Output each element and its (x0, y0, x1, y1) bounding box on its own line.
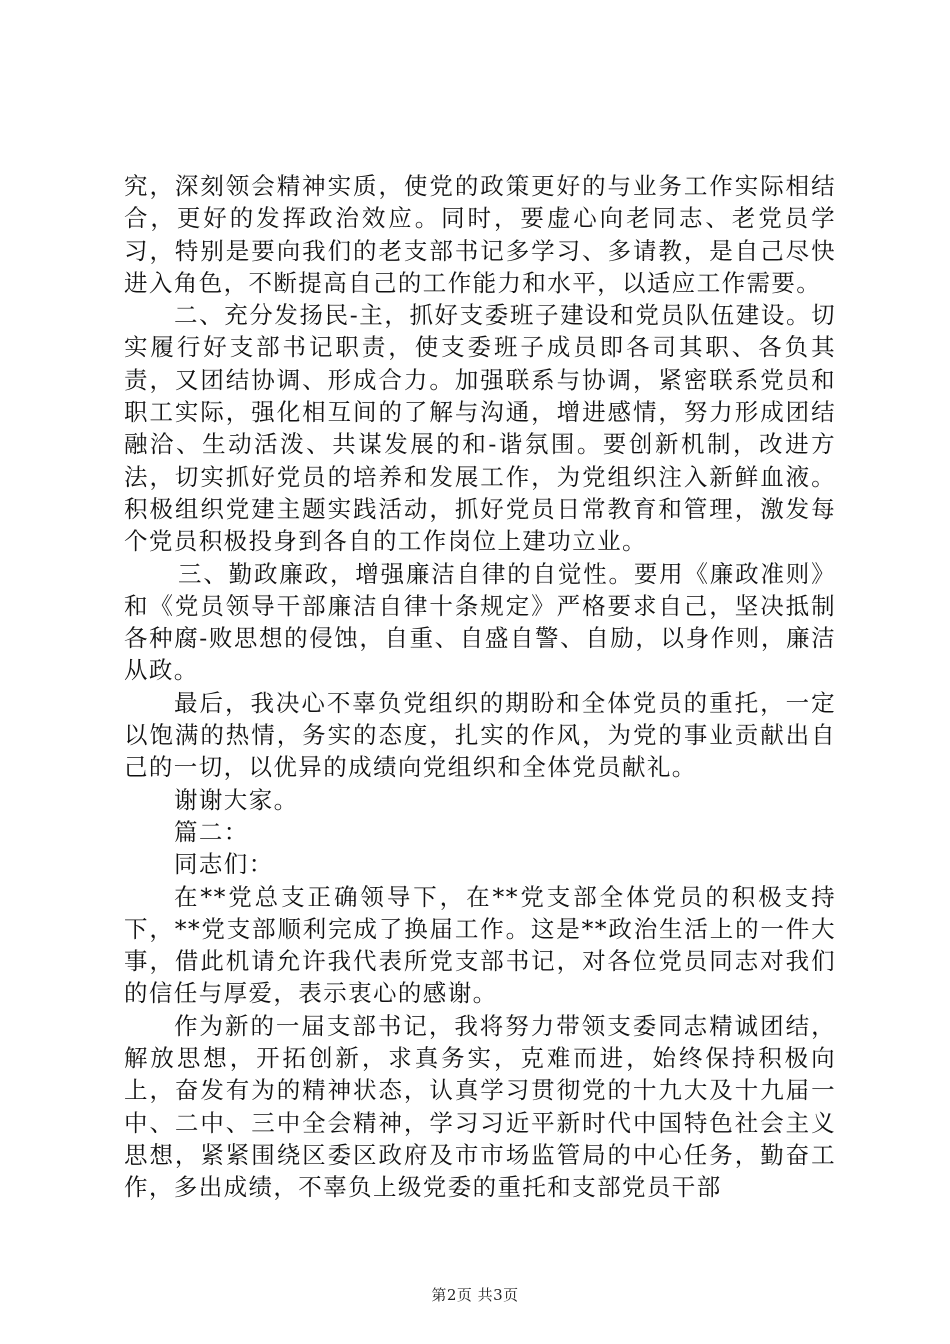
salutation: 同志们： (174, 850, 274, 879)
paragraph-continued: 究，深刻领会精神实质，使党的政策更好的与业务工作实际相结合，更好的发挥政治效应。同时，要虚心向老同志、老党员学习，特别是要向我们的老支部书记多学习、多请教，是自己尽快进入角色，不断提高自己的工作能力和水平，以适应工作需要。 (124, 172, 836, 297)
heading-part-two: 篇二： (174, 817, 249, 846)
paragraph-commitment: 作为新的一届支部书记，我将努力带领支委同志精诚团结，解放思想，开拓创新，求真务实，克难而进，始终保持积极向上，奋发有为的精神状态，认真学习贯彻党的十九大及十九届一中、二中、三中全会精神，学习习近平新时代中国特色社会主义思想，紧紧围绕区委区政府及市市场监管局的中心任务，勤奋工作，多出成绩，不辜负上级党委的重托和支部党员干部 (124, 1011, 836, 1202)
page-number-footer: 第2页 共3页 (431, 1286, 519, 1304)
paragraph-section-two: 二、充分发扬民-主，抓好支委班子建设和党员队伍建设。切实履行好支部书记职责，使支委班子成员即各司其职、各负其责，又团结协调、形成合力。加强联系与协调，紧密联系党员和职工实际，强化相互间的了解与沟通，增进感情，努力形成团结融洽、生动活泼、共谋发展的和-谐氛围。要创新机制，改进方法，切实抓好党员的培养和发展工作，为党组织注入新鲜血液。积极组织党建主题实践活动，抓好党员日常教育和管理，激发每个党员积极投身到各自的工作岗位上建功立业。 (124, 301, 836, 556)
paragraph-election: 在**党总支正确领导下，在**党支部全体党员的积极支持下，**党支部顺利完成了换届工作。这是**政治生活上的一件大事，借此机请允许我代表所党支部书记，对各位党员同志对我们的信任与厚爱，表示衷心的感谢。 (124, 882, 836, 1008)
document-body (124, 170, 836, 1204)
paragraph-thanks: 谢谢大家。 (174, 785, 299, 814)
paragraph-section-three: 三、勤政廉政，增强廉洁自律的自觉性。要用《廉政准则》和《党员领导干部廉洁自律十条规定》严格要求自己，坚决抵制各种腐-败思想的侵蚀，自重、自盛自警、自励，以身作则，廉洁从政。 (124, 559, 836, 685)
paragraph-closing: 最后，我决心不辜负党组织的期盼和全体党员的重托，一定以饱满的热情，务实的态度，扎实的作风，为党的事业贡献出自己的一切，以优异的成绩向党组织和全体党员献礼。 (124, 688, 836, 782)
